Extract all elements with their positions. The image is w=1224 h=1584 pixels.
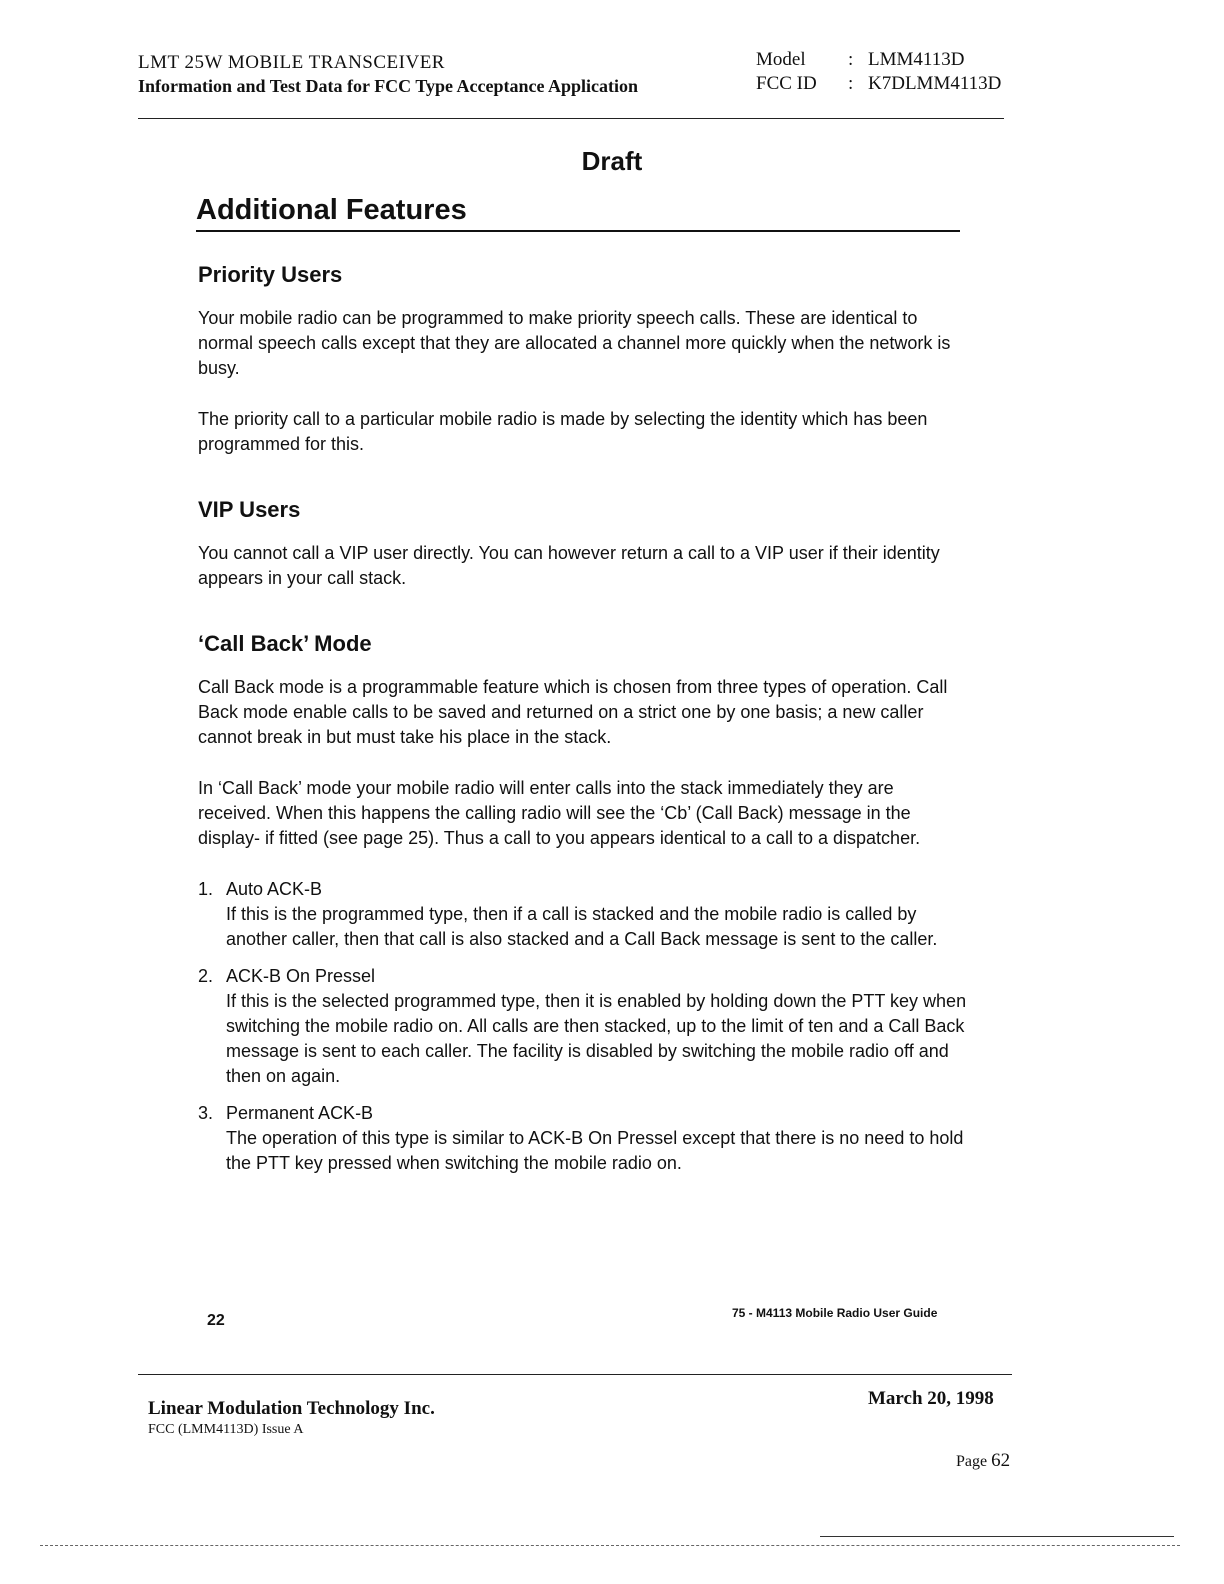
footer-date: March 20, 1998	[868, 1388, 994, 1409]
item-number: 1.	[198, 879, 214, 899]
fccid-colon: :	[848, 73, 854, 94]
section-title: Priority Users	[198, 262, 343, 287]
item-description: The operation of this type is similar to ACK-B On Pressel except that there is no need to hold the PTT key pressed when switching the mobile radio on.	[226, 1128, 964, 1173]
guide-reference: 75 - M4113 Mobile Radio User Guide	[732, 1306, 938, 1320]
paragraph: Your mobile radio can be programmed to make priority speech calls. These are identical to normal speech calls except that they are allocated a channel more quickly when the network is busy.	[198, 308, 951, 378]
scan-artifact-line	[820, 1536, 1174, 1537]
section-priority-users	[198, 262, 968, 457]
section-vip-users	[198, 497, 968, 591]
paragraph: In ‘Call Back’ mode your mobile radio will enter calls into the stack immediately they are received. When this happens the calling radio will see the ‘Cb’ (Call Back) message in the display- if fitted (see page 25). Thus a call to you appears identical to a call to a dispatcher.	[198, 778, 921, 848]
list-item	[198, 1101, 968, 1176]
fccid-row	[756, 72, 1001, 96]
footer-page	[956, 1450, 1010, 1472]
heading-rule	[196, 230, 960, 232]
section-title: VIP Users	[198, 497, 301, 522]
item-description: If this is the programmed type, then if a call is stacked and the mobile radio is called by another caller, then that call is also stacked and a Call Back message is sent to the caller.	[226, 904, 938, 949]
footer-page-label: Page	[956, 1453, 988, 1470]
footer-divider	[138, 1374, 1012, 1375]
main-content	[198, 262, 968, 1188]
call-back-types-list	[198, 877, 968, 1176]
paragraph: You cannot call a VIP user directly. You can however return a call to a VIP user if their identity appears in your call stack.	[198, 543, 940, 588]
header-divider	[138, 118, 1004, 119]
model-value: LMM4113D	[868, 49, 965, 70]
list-item	[198, 964, 968, 1089]
page-heading: Additional Features	[196, 194, 467, 226]
section-call-back-mode	[198, 631, 968, 1176]
draft-label: Draft	[581, 146, 643, 176]
header-model-block	[756, 48, 1001, 96]
list-item	[198, 877, 968, 952]
scan-artifact-dashes	[40, 1545, 1180, 1546]
guide-page-number: 22	[207, 1312, 225, 1329]
item-description: If this is the selected programmed type, then it is enabled by holding down the PTT key when switching the mobile radio on. All calls are then stacked, up to the limit of ten and a Call Back message is sent to each caller. The facility is disabled by switching the mobile radio off and then on again.	[226, 991, 967, 1086]
header-subtitle: Information and Test Data for FCC Type Acceptance Application	[138, 76, 639, 96]
item-number: 2.	[198, 966, 214, 986]
footer-company: Linear Modulation Technology Inc.	[148, 1398, 435, 1419]
fccid-label: FCC ID	[756, 73, 817, 94]
item-title: Auto ACK-B	[226, 879, 323, 899]
item-title: ACK-B On Pressel	[226, 966, 376, 986]
section-title: ‘Call Back’ Mode	[198, 631, 372, 656]
item-title: Permanent ACK-B	[226, 1103, 374, 1123]
header-title: LMT 25W MOBILE TRANSCEIVER	[138, 52, 445, 73]
footer-issue: FCC (LMM4113D) Issue A	[148, 1422, 304, 1437]
footer-page-number: 62	[991, 1450, 1011, 1471]
paragraph: The priority call to a particular mobile radio is made by selecting the identity which has been programmed for this.	[198, 409, 928, 454]
model-colon: :	[848, 49, 854, 70]
model-row	[756, 48, 1001, 72]
paragraph: Call Back mode is a programmable feature which is chosen from three types of operation. Call Back mode enable calls to be saved and returned on a strict one by one basis; a new caller cannot break in but must take his place in the stack.	[198, 677, 948, 747]
fccid-value: K7DLMM4113D	[868, 73, 1002, 94]
model-label: Model	[756, 49, 806, 70]
item-number: 3.	[198, 1103, 214, 1123]
